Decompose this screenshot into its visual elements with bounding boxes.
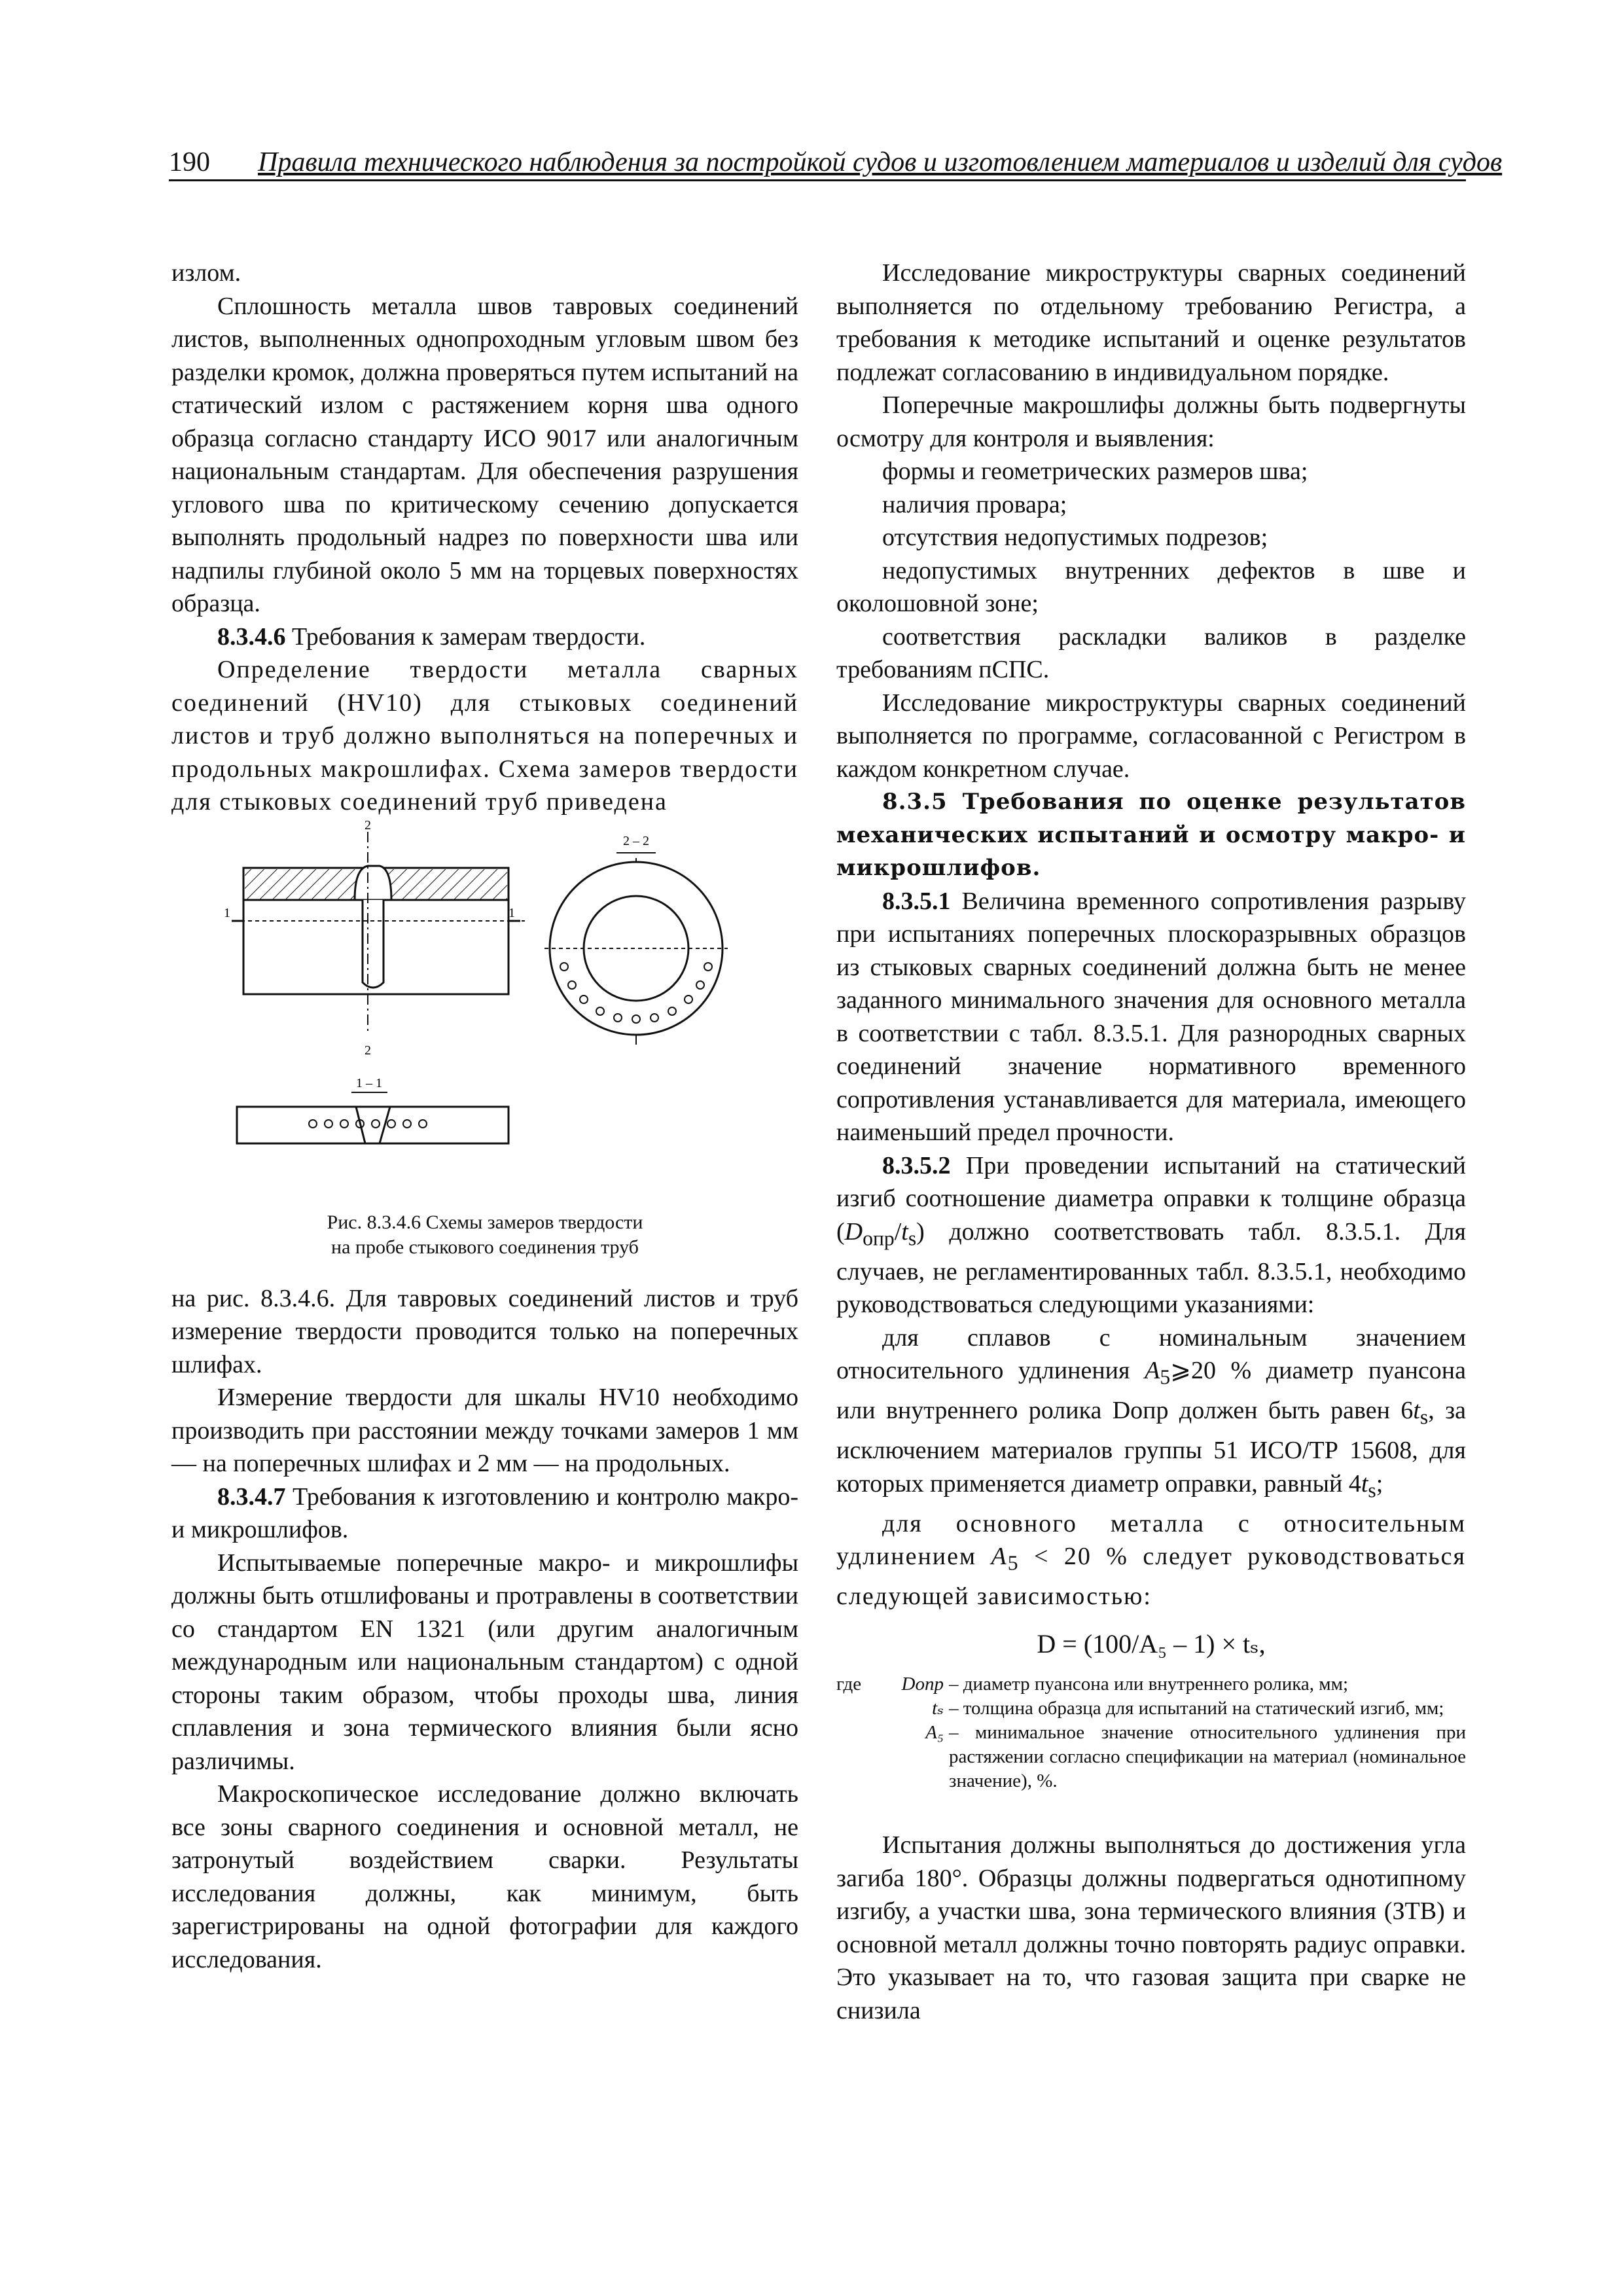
- section-8347-number: 8.3.4.7: [217, 1482, 286, 1511]
- label-2-bottom: 2: [365, 1043, 371, 1058]
- definition-d-text: – диаметр пуансона или внутреннего ролика, мм;: [949, 1674, 1349, 1695]
- left-p5: Измерение твердости для шкалы HV10 необходимо производить при расстоянии между точками замеров 1 мм — на поперечных шлифах и 2 мм — на продольных.: [171, 1384, 798, 1477]
- list-item-2: наличия провара;: [882, 490, 1067, 518]
- symbol-d-sub: опр: [863, 1227, 895, 1250]
- label-1-left: 1: [224, 905, 230, 920]
- figure-caption: [171, 1210, 798, 1260]
- right-column: [836, 257, 1466, 2027]
- definition-d-symbol: Dопр: [901, 1674, 944, 1695]
- label-2-2: 2 – 2: [623, 833, 649, 848]
- label-2-top: 2: [365, 818, 371, 833]
- left-p6: Испытываемые поперечные макро- и микрошлифы должны быть отшлифованы и протравлены в соответствии со стандартом EN 1321 (или другим аналогичным международным или национальным стандартом) с одной стороны таким образом, чтобы проходы шва, линия сплавления и зона термического влияния были ясно различимы.: [171, 1549, 798, 1775]
- instruction-1: [836, 1321, 1466, 1507]
- definition-t-text: – толщина образца для испытаний на статический изгиб, мм;: [949, 1698, 1444, 1719]
- pipe-longitudinal-section: [232, 832, 525, 1035]
- plate-section-1-1: [237, 1092, 508, 1143]
- instruction-1-a5-sub: 5: [1160, 1365, 1171, 1389]
- instruction-2-a: для основного металла с относительным удлинением: [836, 1509, 1466, 1571]
- instruction-1-t2: t: [1361, 1469, 1368, 1498]
- instruction-2-a5-sub: 5: [1007, 1551, 1020, 1575]
- header-title: Правила технического наблюдения за постройкой судов и изготовлением материалов и изделий для судов: [258, 147, 1503, 177]
- instruction-1-a: для сплавов с номинальным значением относительного удлинения: [836, 1323, 1466, 1385]
- figure-8346: [171, 819, 798, 1282]
- section-8352: [836, 1149, 1466, 1321]
- instruction-1-d: ;: [1376, 1469, 1383, 1498]
- left-column: [171, 257, 798, 1976]
- right-p2: Поперечные макрошлифы должны быть подвергнуты осмотру для контроля и выявления:: [836, 391, 1466, 452]
- instruction-2-b: < 20 % следует руководствоваться следующей зависимостью:: [836, 1543, 1466, 1611]
- bending-formula: D = (100/A₅ – 1) × tₛ,: [1037, 1628, 1266, 1659]
- definition-a5-text: – минимальное значение относительного удлинения при растяжении согласно спецификации на материал (номинальное значение), %.: [949, 1722, 1466, 1792]
- where-label: где: [836, 1674, 862, 1695]
- section-8347: [171, 1480, 798, 1547]
- list-item-3: отсутствия недопустимых подрезов;: [882, 524, 1268, 551]
- section-8351-text: Величина временного сопротивления разрыву при испытаниях поперечных плоскоразрывных образцов из стыковых сварных соединений должна быть не менее заданного минимального значения для основного металла в соответствии с табл. 8.3.5.1. Для разнородных сварных соединений значение нормативного временного сопротивления устанавливается для материала, имеющего наименьший предел прочности.: [836, 887, 1466, 1146]
- instruction-1-t: t: [1413, 1397, 1420, 1425]
- symbol-d: D: [844, 1217, 863, 1246]
- instruction-1-a5: A: [1145, 1357, 1160, 1385]
- label-1-1: 1 – 1: [356, 1075, 382, 1090]
- definition-a5-symbol: A₅: [925, 1722, 944, 1744]
- caption-line-2: на пробе стыкового соединения труб: [331, 1236, 639, 1258]
- list-item-4: недопустимых внутренних дефектов в шве и околошовной зоне;: [836, 556, 1466, 617]
- instruction-2-a5: A: [991, 1543, 1008, 1571]
- definition-d: [836, 1672, 1466, 1696]
- section-8346-number: 8.3.4.6: [217, 622, 286, 651]
- section-8352-text-a: При проведении испытаний на статический изгиб соотношение диаметра оправки к толщине образца (: [836, 1151, 1467, 1246]
- symbol-slash: /: [894, 1217, 902, 1246]
- definition-t-symbol: tₛ: [932, 1698, 944, 1719]
- left-p3: Определение твердости металла сварных соединений (HV10) для стыковых соединений листов и труб должно выполняться на поперечных и продольных макрошлифах. Схема замеров твердости для стыковых соединений труб приведена: [171, 656, 798, 816]
- page-number: 190: [169, 147, 210, 177]
- right-p1: Исследование микроструктуры сварных соединений выполняется по отдельному требованию Регистра, а требования к методике испытаний и оценке результатов подлежат согласованию в индивидуальном порядке.: [836, 259, 1466, 386]
- symbol-t: t: [901, 1217, 908, 1246]
- instruction-1-c: , за исключением материалов группы 51 ИСО/ТР 15608, для которых применяется диаметр оправки, равный 4: [836, 1397, 1466, 1498]
- left-p4: на рис. 8.3.4.6. Для тавровых соединений листов и труб измерение твердости проводится только на поперечных шлифах.: [171, 1284, 798, 1378]
- list-item-5: соответствия раскладки валиков в разделке требованиям пСПС.: [836, 622, 1466, 683]
- section-8346: [171, 620, 798, 654]
- instruction-1-b: ⩾20 % диаметр пуансона или внутреннего ролика Dопр должен быть равен 6: [836, 1357, 1466, 1425]
- instruction-2: [836, 1507, 1466, 1613]
- section-835-heading: 8.3.5 Требования по оценке результатов механических испытаний и осмотру макро- и микрошлифов.: [836, 789, 1466, 881]
- pipe-cross-section: [544, 853, 728, 1045]
- list-item-1: формы и геометрических размеров шва;: [882, 457, 1308, 485]
- label-1-right: 1: [508, 905, 515, 920]
- instruction-1-t-sub: s: [1419, 1405, 1429, 1429]
- left-p2: Сплошность металла швов тавровых соединений листов, выполненных однопроходным угловым швом без разделки кромок, должна проверяться путем испытаний на статический излом с растяжением корня шва одного образца согласно стандарту ИСО 9017 или аналогичным национальным стандартам. Для обеспечения разрушения углового шва по критическому сечению допускается выполнять продольный надрез по поверхности шва или надпилы глубиной около 5 мм на торцевых поверхностях образца.: [171, 292, 798, 617]
- caption-line-1: Рис. 8.3.4.6 Схемы замеров твердости: [327, 1211, 643, 1233]
- left-p1: излом.: [171, 259, 241, 287]
- definition-a5: [836, 1721, 1466, 1793]
- section-8351: [836, 885, 1466, 1149]
- section-8352-number: 8.3.5.2: [882, 1151, 951, 1179]
- section-8347-title: Требования к изготовлению и контролю макро- и микрошлифов.: [171, 1482, 799, 1543]
- right-p3: Исследование микроструктуры сварных соединений выполняется по программе, согласованной с Регистром в каждом конкретном случае.: [836, 689, 1466, 783]
- definition-t: [836, 1696, 1466, 1721]
- right-p4: Испытания должны выполняться до достижения угла загиба 180°. Образцы должны подвергаться однотипному изгибу, а участки шва, зона термического влияния (ЗТВ) и основной металл должны точно повторять радиус оправки. Это указывает на то, что газовая защита при сварке не снизила: [836, 1831, 1466, 2024]
- section-8352-text-b: ) должно соответствовать табл. 8.3.5.1. Для случаев, не регламентированных табл. 8.3.5.1, необходимо руководствоваться следующими указаниями:: [836, 1217, 1466, 1319]
- left-p7: Макроскопическое исследование должно включать все зоны сварного соединения и основной металл, не затронутый воздействием сварки. Результаты исследования должны, как минимум, быть зарегистрированы на одной фотографии для каждого исследования.: [171, 1780, 798, 1973]
- section-8351-number: 8.3.5.1: [882, 887, 951, 915]
- section-8346-title: Требования к замерам твердости.: [292, 622, 646, 651]
- formula-definitions: [836, 1672, 1466, 1793]
- running-header: [169, 145, 1503, 181]
- symbol-t-sub: s: [908, 1227, 917, 1250]
- instruction-1-t2-sub: s: [1368, 1479, 1376, 1502]
- hardness-scheme-drawing: [171, 819, 798, 1205]
